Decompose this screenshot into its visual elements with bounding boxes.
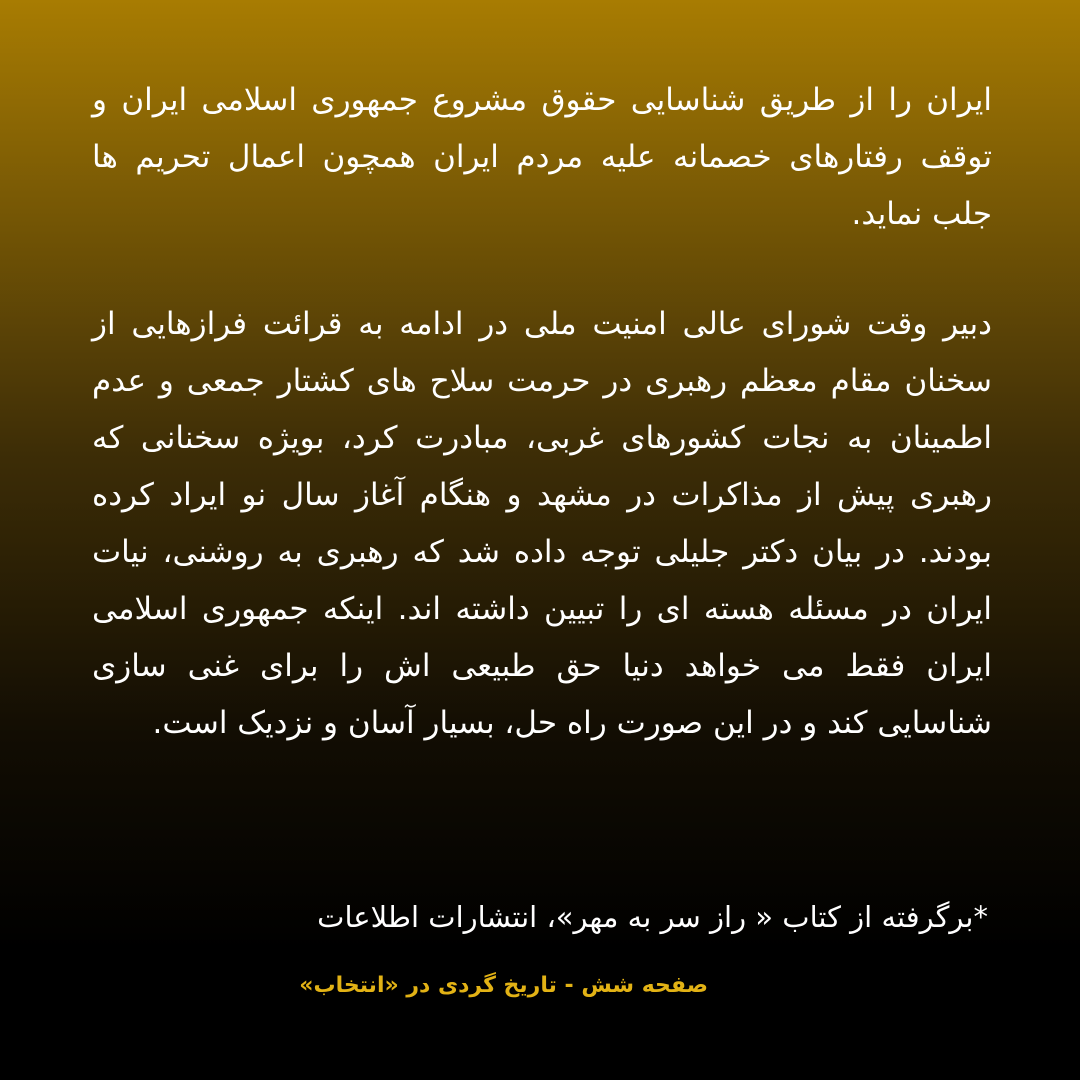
footer-caption: صفحه شش - تاریخ گردی در «انتخاب» bbox=[299, 973, 708, 998]
source-note: *برگرفته از کتاب « راز سر به مهر»، انتشارات اطلاعات bbox=[317, 900, 988, 934]
body-paragraph-1: ایران را از طریق شناسایی حقوق مشروع جمهوری اسلامی ایران و توقف رفتارهای خصمانه علیه مردم ایران همچون اعمال تحریم ها جلب نماید. bbox=[92, 82, 992, 232]
body-paragraph-2: دبیر وقت شورای عالی امنیت ملی در ادامه به قرائت فرازهایی از سخنان مقام معظم رهبری در حرمت سلاح های کشتار جمعی و عدم اطمینان به نجات کشورهای غربی، مبادرت کرد، بویژه سخنانی که رهبری پیش از مذاکرات در مشهد و هنگام آغاز سال نو ایراد کرده بودند. در بیان دکتر جلیلی توجه داده شد که رهبری به روشنی، نیات ایران در مسئله هسته ای را تبیین داشته اند. اینکه جمهوری اسلامی ایران فقط می خواهد دنیا حق طبیعی اش را برای غنی سازی شناسایی کند و در این صورت راه حل، بسیار آسان و نزدیک است. bbox=[92, 306, 992, 741]
